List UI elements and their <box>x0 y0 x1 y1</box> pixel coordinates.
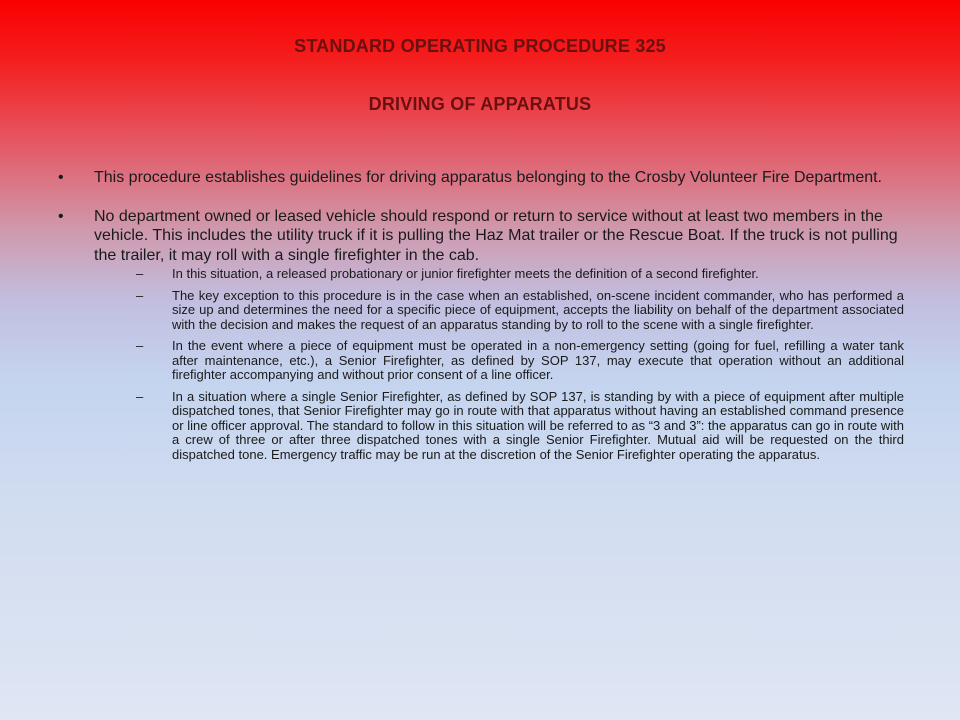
slide-title: STANDARD OPERATING PROCEDURE 325 <box>294 36 666 56</box>
sub-bullet-text: In this situation, a released probationary or junior firefighter meets the definition of a second firefighter. <box>172 266 759 281</box>
bullet-text: No department owned or leased vehicle should respond or return to service without at least two members in the vehicle. This includes the utility truck if it is pulling the Haz Mat trailer or the Rescue Boat. If the truck is not pulling the trailer, it may roll with a single firefighter in the cab. <box>94 207 898 264</box>
sub-bullet-item <box>94 289 904 333</box>
dash-marker: – <box>136 388 144 404</box>
dash-marker: – <box>136 338 144 353</box>
bullet-item <box>58 207 904 463</box>
sub-bullet-text: In the event where a piece of equipment must be operated in a non-emergency setting (going for fuel, refilling a water tank after maintenance, etc.), a Senior Firefighter, as defined by SOP 137, may execute that operation without an additional firefighter accompanying and without prior consent of a line officer. <box>172 338 904 382</box>
dash-marker: – <box>136 287 144 303</box>
slide-content <box>58 168 904 481</box>
sub-bullet-list <box>94 267 904 462</box>
sub-bullet-item <box>94 267 904 282</box>
dash-marker: – <box>136 266 144 281</box>
bullet-marker: • <box>58 169 64 186</box>
bullet-text: This procedure establishes guidelines for driving apparatus belonging to the Crosby Volunteer Fire Department. <box>94 169 882 186</box>
sub-bullet-text: The key exception to this procedure is in the case when an established, on-scene incident commander, who has performed a size up and determines the need for a specific piece of equipment, accepts the liability on behalf of the department associated with the decision and makes the request of an apparatus standing by to roll to the scene with a single firefighter. <box>172 287 904 332</box>
bullet-item <box>58 168 904 188</box>
sub-bullet-item <box>94 390 904 463</box>
sub-bullet-item <box>94 339 904 383</box>
sub-bullet-text: In a situation where a single Senior Firefighter, as defined by SOP 137, is standing by with a piece of equipment after multiple dispatched tones, that Senior Firefighter may go in route with that apparatus without having an established command presence or line officer approval. The standard to follow in this situation will be referred to as “3 and 3”: the apparatus can go in route with a crew of three or after three dispatched tones with a single Senior Firefighter. Mutual aid will be requested on the third dispatched tone. Emergency traffic may be run at the discretion of the Senior Firefighter operating the apparatus. <box>172 388 904 462</box>
slide-subtitle: DRIVING OF APPARATUS <box>368 94 592 114</box>
bullet-marker: • <box>58 207 64 225</box>
